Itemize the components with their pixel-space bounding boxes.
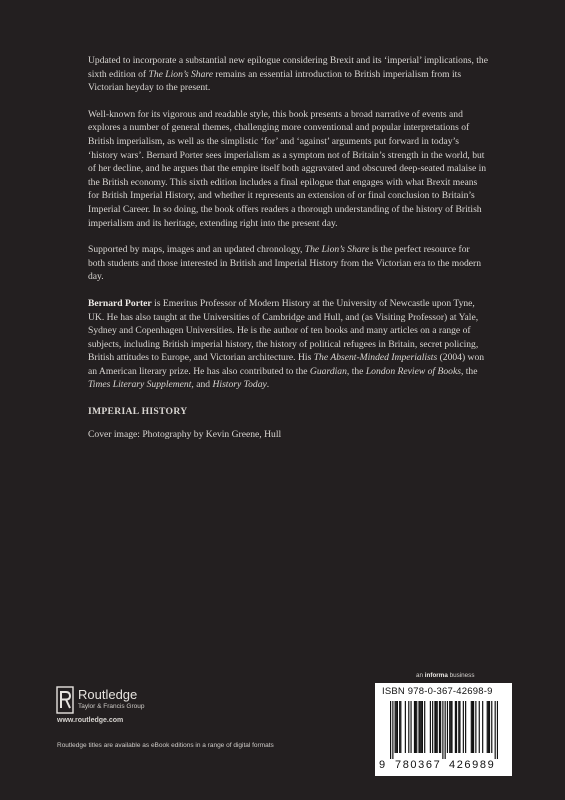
barcode-bar: [455, 701, 456, 753]
barcode-bar: [463, 701, 464, 753]
barcode-bar: [442, 701, 443, 759]
barcode-bar: [488, 701, 489, 753]
isbn-barcode: [375, 683, 512, 776]
barcode-bar: [434, 701, 435, 753]
barcode-right-group: 426989: [449, 759, 496, 771]
barcode-bar: [451, 701, 452, 753]
blurb-paragraph-1: Updated to incorporate a substantial new epilogue considering Brexit and its ‘imperial’ implications, the sixth edition of The Lion’s Share remains an essential introduction to British imperialism from its Victorian heyday to the present.: [88, 55, 488, 94]
barcode-bar: [456, 701, 457, 753]
barcode-bar: [475, 701, 476, 753]
book-title: The Lion’s Share: [148, 68, 213, 80]
barcode-bar: [414, 701, 415, 753]
isbn-text: ISBN 978-0-367-42698-9: [382, 686, 493, 697]
barcode-bar: [491, 701, 492, 753]
informa-business-note: an informa business: [416, 672, 475, 679]
barcode-bar: [396, 701, 397, 753]
publisher-website: www.routledge.com: [57, 717, 124, 724]
publisher-group: Taylor & Francis Group: [78, 703, 145, 710]
barcode-bar: [418, 701, 419, 753]
author-name: Bernard Porter: [88, 297, 152, 309]
barcode-bar: [395, 701, 396, 753]
barcode-bar: [471, 701, 472, 753]
barcode-bar: [421, 701, 422, 753]
barcode-bar: [397, 701, 398, 753]
barcode-bar: [408, 701, 409, 753]
blurb-paragraph-3: Supported by maps, images and an updated chronology, The Lion’s Share is the perfect resource for both students and those interested in British and Imperial History from the Victorian era to the modern day.: [88, 244, 482, 283]
barcode-bar: [415, 701, 416, 753]
author-bio: Bernard Porter is Emeritus Professor of Modern History at the University of Newcastle upon Tyne, UK. He has also taught at the Universities of Cambridge and Hull, and (as Visiting Professor) at Yale, Sydney and Copenhagen Universities. He is the author of ten books and many articles on a range of subjects, including British imperial history, the history of political refugees in Britain, secret policing, British attitudes to Europe, and Victorian architecture. His The Absent-Minded Imperialists (2004) won an American literary prize. He has also contributed to the Guardian, the London Review of Books, the Times Literary Supplement, and History Today.: [88, 297, 485, 391]
barcode-bar: [437, 701, 438, 753]
barcode-bar: [416, 701, 417, 753]
barcode-bar: [445, 701, 446, 759]
barcode-bar: [430, 701, 431, 753]
routledge-logo-icon: [56, 686, 74, 714]
barcode-first-digit: 9: [379, 759, 386, 771]
barcode-bar: [449, 701, 450, 753]
barcode-bar: [435, 701, 436, 753]
barcode-bar: [439, 701, 440, 753]
barcode-left-group: 780367: [395, 759, 442, 771]
barcode-bar: [473, 701, 474, 753]
ebook-note: Routledge titles are available as eBook editions in a range of digital formats: [57, 742, 274, 749]
barcode-bar: [482, 701, 483, 753]
barcode-bar: [399, 701, 400, 753]
barcode-bar: [392, 701, 393, 759]
barcode-bar: [487, 701, 488, 753]
barcode-bar: [459, 701, 460, 753]
barcode-bar: [410, 701, 411, 753]
barcode-bars: [390, 701, 498, 759]
barcode-bar: [489, 701, 490, 753]
barcode-bar: [390, 701, 391, 759]
barcode-bar: [440, 701, 441, 753]
book-title: The Lion’s Share: [304, 244, 370, 256]
barcode-bar: [479, 701, 480, 753]
blurb-paragraph-2: Well-known for its vigorous and readable style, this book presents a broad narrative of events and explores a number of general themes, challenging more conventional and popular interpretations of British imperialism, as well as the simplistic ‘for’ and ‘against’ arguments put forward in today’s ‘history wars’. Bernard Porter sees imperialism as a symptom not of Britain’s strength in the world, but of her decline, and he argues that the empire itself both aggravated and obscured deep-seated malaise in the British economy. This sixth edition includes a final epilogue that engages with what Brexit means for British Imperial History, and whether it represents an extension of or final conclusion to Britain’s Imperial Career. In so doing, the book offers readers a thorough understanding of the history of British imperialism and its heritage, extending right into the present day.: [88, 108, 487, 229]
barcode-bar: [424, 701, 425, 753]
barcode-bar: [472, 701, 473, 753]
publisher-name: Routledge: [78, 687, 138, 702]
barcode-bar: [465, 701, 466, 753]
subject-category: IMPERIAL HISTORY: [88, 406, 188, 418]
barcode-bar: [422, 701, 423, 753]
barcode-bar: [432, 701, 433, 753]
barcode-bar: [450, 701, 451, 753]
barcode-bar: [495, 701, 496, 759]
barcode-bar: [400, 701, 401, 753]
back-cover-text: [88, 54, 488, 454]
barcode-bar: [420, 701, 421, 753]
cover-credit: Cover image: Photography by Kevin Greene, Hull: [88, 428, 282, 440]
barcode-bar: [405, 701, 406, 753]
barcode-bar: [458, 701, 459, 753]
barcode-bar: [497, 701, 498, 759]
barcode-bar: [447, 701, 448, 753]
